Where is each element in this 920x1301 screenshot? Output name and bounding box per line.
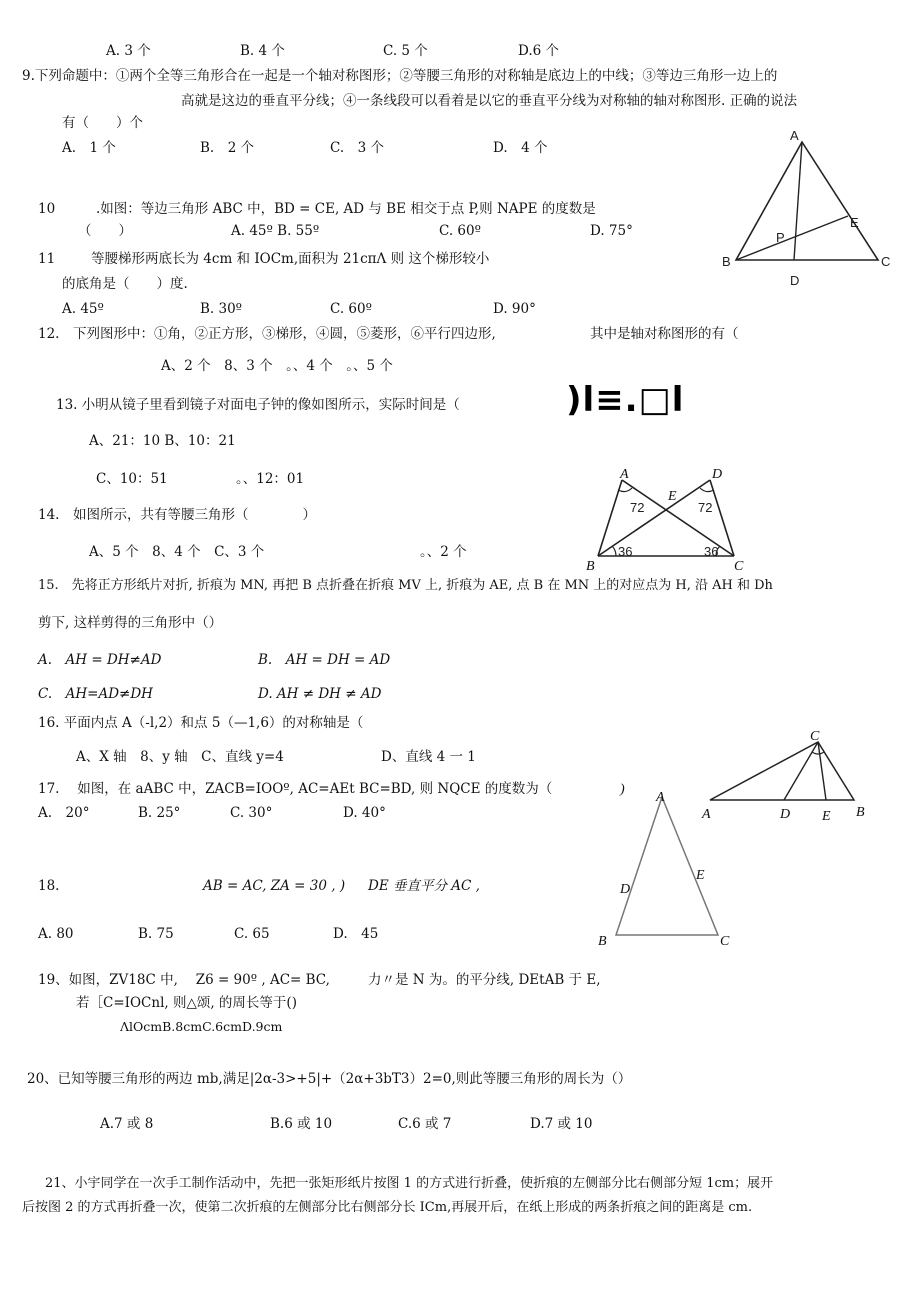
q18-label-b: B — [598, 934, 607, 949]
q11-option-c: C. 60º — [330, 301, 372, 317]
q8-option-d: D.6 个 — [518, 43, 560, 59]
q15-option-c: C. AH=AD≠DH — [38, 686, 153, 702]
q13-options-ab: A、21：10 B、10：21 — [89, 433, 236, 449]
q10-label-p: P — [776, 230, 785, 245]
q20-option-d: D.7 或 10 — [530, 1116, 593, 1132]
q17-label-e: E — [822, 809, 831, 824]
q15-option-d: D. AH ≠ DH ≠ AD — [258, 686, 382, 702]
q14-label-d: D — [712, 467, 723, 482]
q13-text: 13. 小明从镜子里看到镜子对面电子钟的像如图所示，实际时间是（ — [56, 397, 460, 413]
q14-text: 14. 如图所示，共有等腰三角形（ ） — [38, 507, 316, 523]
q17-label-b: B — [856, 805, 865, 820]
q16-text: 16. 平面内点 A（-l,2）和点 5（—1,6）的对称轴是（ — [38, 715, 364, 731]
q10-label-d: D — [790, 273, 800, 288]
q14-angle-d: 72 — [698, 500, 713, 515]
q9-option-a: A. 1 个 — [62, 140, 116, 156]
q20-text: 20、已知等腰三角形的两边 mb,满足|2α-3>+5|+（2α+3bT3）2=0,则此等腰三角形的周长为（） — [27, 1071, 632, 1087]
q17-option-a: A. 20° — [38, 805, 90, 821]
q10-number: 10 — [38, 201, 56, 217]
q19-text-2: 力〃是 N 为。的平分线, DEtAB 于 E, — [368, 972, 601, 988]
q11-option-a: A. 45º — [62, 301, 104, 317]
q13-option-c: C、10：51 — [96, 471, 168, 487]
q18-label-a: A — [656, 790, 665, 805]
q21-text-line2: 后按图 2 的方式再折叠一次，使第二次折痕的左侧部分比右侧部分长 ICm,再展开后，在纸上形成的两条折痕之间的距离是 cm. — [22, 1200, 753, 1215]
q17-text: 17. 如图，在 aABC 中，ZACB=IOOº, AC=AEt BC=BD, 则 NQCE 的度数为（ — [38, 781, 553, 797]
q21-text-line1: 21、小宇同学在一次手工制作活动中，先把一张矩形纸片按图 1 的方式进行折叠，使折痕的左侧部分比右侧部分短 1cm；展开 — [45, 1176, 774, 1191]
q10-paren: （ ） — [78, 223, 132, 239]
q9-text-line2: 高就是这边的垂直平分线；④一条线段可以看着是以它的垂直平分线为对称轴的轴对称图形. 正确的说法 — [181, 93, 798, 109]
q15-text-line2: 剪下, 这样剪得的三角形中（） — [38, 615, 223, 631]
q11-option-b: B. 30º — [200, 301, 243, 317]
q9-text-line1: 9.下列命题中：①两个全等三角形合在一起是一个轴对称图形；②等腰三角形的对称轴是底边上的中线；③等边三角形一边上的 — [22, 68, 778, 84]
q18-option-d: D. 45 — [333, 926, 379, 942]
q18-figure — [590, 775, 750, 955]
q18-option-b: B. 75 — [138, 926, 174, 942]
q14-angle-a: 72 — [630, 500, 645, 515]
q17-option-d: D. 40° — [343, 805, 386, 821]
q15-option-a: A. AH = DH≠AD — [38, 652, 162, 668]
q19-options: ΛlOcmB.8cmC.6cmD.9cm — [120, 1019, 283, 1034]
q8-option-a: A. 3 个 — [106, 43, 151, 59]
q14-label-a: A — [620, 467, 629, 482]
q10-option-d: D. 75° — [590, 223, 633, 239]
q8-option-c: C. 5 个 — [383, 43, 428, 59]
q10-label-a: A — [790, 128, 799, 143]
q10-label-c: C — [881, 254, 891, 269]
q11-option-d: D. 90° — [493, 301, 536, 317]
q18-option-a: A. 80 — [38, 926, 74, 942]
q18-text: AB = AC, ZA = 30 , ) — [203, 878, 346, 894]
q12-text: 12. 下列图形中：①角，②正方形，③梯形，④圆，⑤菱形，⑥平行四边形, — [38, 326, 496, 342]
q20-option-c: C.6 或 7 — [398, 1116, 452, 1132]
q17-label-d: D — [780, 807, 791, 822]
q18-number: 18. — [38, 878, 60, 894]
q20-option-b: B.6 或 10 — [270, 1116, 333, 1132]
q16-options-abc: A、X 轴 8、y 轴 C、直线 y=4 — [76, 749, 284, 765]
q14-figure — [580, 460, 780, 580]
q9-option-b: B. 2 个 — [200, 140, 255, 156]
q18-label-d: D — [620, 882, 631, 897]
q20-option-a: A.7 或 8 — [100, 1116, 154, 1132]
q18-label-e: E — [696, 868, 705, 883]
q14-label-c: C — [734, 559, 744, 574]
q14-options-abc: A、5 个 8、4 个 C、3 个 — [89, 544, 265, 560]
q11-number: 11 — [38, 251, 56, 267]
q15-option-b: B. AH = DH = AD — [258, 652, 391, 668]
q10-option-c: C. 60º — [439, 223, 481, 239]
q14-label-e: E — [668, 489, 677, 504]
q16-option-d: D、直线 4 一 1 — [381, 749, 476, 765]
q14-label-b: B — [586, 559, 595, 574]
q14-option-d: 。、2 个 — [420, 544, 467, 560]
q14-angle-c: 36 — [704, 544, 719, 559]
q13-option-d: 。、12：01 — [236, 471, 305, 487]
q9-option-c: C. 3 个 — [330, 140, 385, 156]
q18-figure-mark: ) — [620, 782, 625, 797]
q17-label-c: C — [810, 729, 820, 744]
q18-text-2: DE 垂直平分 AC , — [368, 878, 480, 894]
q10-options-ab: A. 45º B. 55º — [231, 223, 320, 239]
q17-label-a: A — [702, 807, 711, 822]
q19-text-line2: 若［C=IOCnl, 则△颂, 的周长等于() — [76, 995, 297, 1011]
q17-option-b: B. 25° — [138, 805, 181, 821]
q9-text-line3: 有（ ）个 — [62, 115, 143, 131]
q12-options: A、2 个 8、3 个 。、4 个 。、5 个 — [161, 358, 393, 374]
q14-angle-b: 36 — [618, 544, 633, 559]
q19-text: 19、如图，ZV18C 中, Z6 = 90º , AC= BC, — [38, 972, 330, 988]
q13-mirrored-clock: )l≡.□l — [566, 380, 685, 420]
q10-label-b: B — [722, 254, 731, 269]
q18-label-c: C — [720, 934, 730, 949]
q10-text: .如图：等边三角形 ABC 中，BD = CE, AD 与 BE 相交于点 P,则 NAPE 的度数是 — [96, 201, 596, 217]
q10-figure — [718, 128, 898, 293]
q15-text: 15. 先将正方形纸片对折, 折痕为 MN, 再把 B 点折叠在折痕 MV 上, 折痕为 AE, 点 B 在 MN 上的对应点为 H, 沿 AH 和 Dh — [38, 578, 773, 593]
q11-text: 等腰梯形两底长为 4cm 和 IOCm,面积为 21cπΛ 则 这个梯形较小 — [91, 251, 490, 267]
q8-option-b: B. 4 个 — [240, 43, 285, 59]
q18-option-c: C. 65 — [234, 926, 270, 942]
q11-text-line2: 的底角是（ ）度. — [62, 276, 188, 292]
q12-text-tail: 其中是轴对称图形的有（ — [590, 326, 739, 342]
q17-option-c: C. 30° — [230, 805, 273, 821]
q10-label-e: E — [850, 215, 859, 230]
q9-option-d: D. 4 个 — [493, 140, 548, 156]
